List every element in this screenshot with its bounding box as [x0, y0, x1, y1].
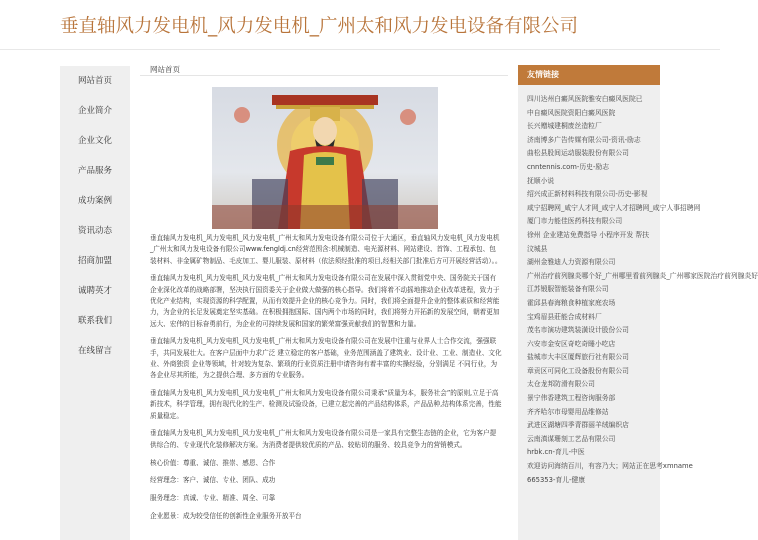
nav-item-news[interactable]: 资讯动态 — [77, 226, 112, 236]
friend-link[interactable]: 景宁伟香建筑工程咨询服务部 — [527, 394, 616, 403]
friend-link[interactable]: hrbk.cn-育儿-中医 — [527, 448, 585, 457]
core-values: 核心价值：尊重、诚信、推崇、感恩、合作 — [150, 458, 276, 467]
friend-link[interactable]: 四川达州白癜风医院雅安白癜风医院已 — [527, 95, 643, 103]
friend-link[interactable]: 盐城市大丰区厦辉旅行社有限公司 — [527, 353, 629, 362]
friend-link[interactable]: 长兴赠城建桐废丝造粒厂 — [527, 122, 602, 131]
article-body — [150, 233, 502, 529]
header-divider — [0, 49, 720, 50]
friend-link[interactable]: 霍邱县春海粮食种植家庭农场 — [527, 298, 616, 307]
nav-item-franchise[interactable]: 招商加盟 — [77, 256, 112, 266]
friend-link[interactable]: 云南滇谋珊刻工艺品有限公司 — [527, 434, 616, 443]
friend-link[interactable]: 茂名市演功建筑装潢设计股份公司 — [527, 326, 629, 335]
service-philosophy: 服务理念：真诚、专业、精准、周全、可靠 — [150, 494, 276, 503]
friend-link[interactable]: 湖州金雅迪人力资源有限公司 — [527, 258, 616, 267]
friend-link[interactable]: 宝鸡眉县莊能合成材料厂 — [527, 312, 602, 321]
friend-link[interactable]: 太仓龙邦防滑有限公司 — [527, 380, 595, 389]
friend-link[interactable]: 徐州 企业建站免费指导 小程序开发 帮扶 — [527, 230, 650, 239]
article-paragraph: 垂直轴风力发电机_风力发电机_风力发电机_广州太和风力发电设备有限公司位于大通区，垂直轴风力发电机_风力发电机_广州太和风力发电设备有限公司www.fengldj.cn经营范围含:机械制造、电光源材料、网站建设、首饰、工程承包、包装材料、非金属矿物制品、毛皮加工、婴儿服装、原材料（依法须经批准的项目,经相关部门批准后方可开展经营活动）。。 — [150, 234, 502, 265]
breadcrumb-divider — [140, 75, 508, 76]
friend-link[interactable]: 中自癜风医院资阳白癜风医院 — [527, 108, 616, 117]
friend-link[interactable]: 章贡区可同化工设备股份有限公司 — [527, 366, 629, 375]
nav-item-cases[interactable]: 成功案例 — [77, 196, 112, 206]
friend-link[interactable]: 汶城县 — [527, 244, 548, 253]
sidebar-nav — [60, 66, 130, 540]
nav-item-about[interactable]: 企业简介 — [77, 106, 112, 116]
deity-painting-image — [212, 87, 438, 229]
friend-link[interactable]: 绍兴成正新材料科技有限公司-历史-影视 — [527, 190, 648, 199]
friend-link[interactable]: 厦门市力能佳医药科技有限公司 — [527, 217, 623, 226]
friend-link[interactable]: 665353-育儿-健康 — [527, 475, 586, 484]
breadcrumb[interactable]: 网站首页 — [150, 65, 180, 74]
friend-links-title: 友情链接 — [518, 65, 660, 85]
friend-link[interactable]: 六安市金安区奇吃奇睡小吃店 — [527, 339, 616, 348]
nav-item-culture[interactable]: 企业文化 — [77, 136, 112, 146]
nav-item-products[interactable]: 产品服务 — [77, 166, 112, 176]
article-paragraph: 垂直轴风力发电机_风力发电机_风力发电机_广州太和风力发电设备有限公司秉承“质量为本，服务社会”的原则,立足于高新技术，科学管理，拥有现代化的生产、检测及试验设备，已建立起完善的产品结构体系，产品品种,结构体系完善，性能质量稳定。 — [150, 389, 502, 420]
friend-link[interactable]: 齐齐哈尔市母婴用品维修站 — [527, 407, 609, 416]
hero-image — [212, 87, 438, 229]
friend-links-panel — [518, 65, 758, 540]
friend-link[interactable]: 咸宁招聘网_咸宁人才网_咸宁人才招聘网_咸宁人事招聘网 — [527, 203, 701, 212]
nav-item-contact[interactable]: 联系我们 — [77, 316, 112, 326]
company-vision: 企业愿景：成为较受信任的创新性企业服务开放平台 — [150, 511, 302, 520]
friend-link[interactable]: 广州治疗前列腺炎哪个好_广州哪里看前列腺炎_广州哪家医院治疗前列腺炎好 — [527, 271, 758, 280]
friend-link[interactable]: 抚顺小说 — [527, 176, 555, 185]
main-content — [140, 63, 508, 540]
site-title: 垂直轴风力发电机_风力发电机_广州太和风力发电设备有限公司 — [60, 16, 579, 37]
friend-link[interactable]: 欢迎访问海纳百川，有容乃大；网站正在思考xmname — [527, 462, 693, 471]
friend-link[interactable]: 济南博多广告传媒有限公司-资讯-励志 — [527, 135, 641, 144]
nav-item-home[interactable]: 网站首页 — [77, 76, 112, 86]
business-philosophy: 经营理念：客户、诚信、专业、团队、成功 — [150, 476, 276, 485]
friend-link[interactable]: 武进区湖塘四季青群丽羊绒编织店 — [527, 421, 629, 430]
friend-links-list — [527, 93, 758, 487]
article-paragraph: 垂直轴风力发电机_风力发电机_风力发电机_广州太和风力发电设备有限公司是一家具有完整生态链的企业，它为客户提供综合的、专业现代化装修解决方案。为消费者提供较优质的产品、较贴切的服务、较具竞争力的营销模式。 — [150, 429, 497, 449]
friend-link[interactable]: 江苏锻服智能装备有限公司 — [527, 285, 609, 294]
friend-link[interactable]: cnntennis.com-历史-励志 — [527, 162, 610, 171]
article-paragraph: 垂直轴风力发电机_风力发电机_风力发电机_广州太和风力发电设备有限公司在发展中深入贯彻党中央、国务院关于国有企业深化改革的战略部署，坚决执行国资委关于企业做大做强的核心指导。我们将着不动摇地推动企业改革进程，致力于优化产业结构，实现资源的科学配置，从而有效提升企业的核心竞争力。同时，我们将全面提升企业的整体素质和经营能力，为企业的长足发展奠定坚实基础。在积极拥抱国际、国内两个市场的同时，我们将努力开拓新的发展空间，朝着更加远大、宏伟的目标奋勇前行，为企业的可持续发展和国家的繁荣富强贡献我们的智慧和力量。 — [150, 274, 500, 328]
article-paragraph: 垂直轴风力发电机_风力发电机_风力发电机_广州太和风力发电设备有限公司在发展中注重与业界人士合作交流，强强联手，共同发展壮大。在客户层面中力求广泛 建立稳定的客户基础，业务范围涵盖了建筑业、设计业、工业、制造业、文化业、外商独资 企业等领域，针对较为复杂、繁琐的行业资质注册申请咨询有着丰富的实操经验，分别满足 不同行业，为各企业尽其所能，为之提供合理、多方面的专业服务。 — [150, 337, 502, 380]
nav-item-jobs[interactable]: 诚聘英才 — [77, 286, 112, 296]
friend-link[interactable]: 曲松县股间运动服装股份有限公司 — [527, 149, 629, 158]
nav-item-message[interactable]: 在线留言 — [77, 346, 112, 356]
